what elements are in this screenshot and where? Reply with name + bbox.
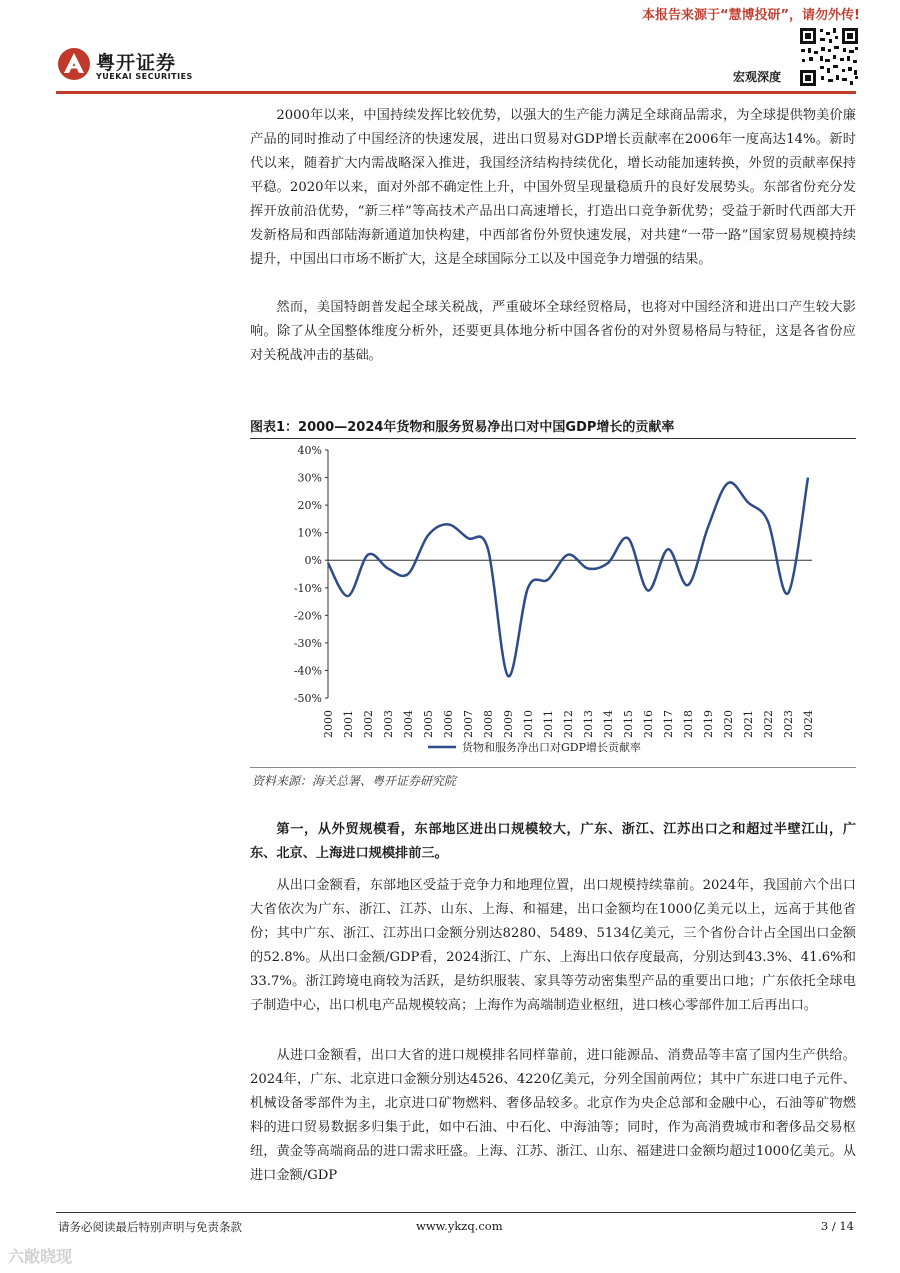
source-notice: 本报告来源于“慧博投研”，请勿外传!	[641, 8, 860, 23]
x-tick-label: 2006	[442, 710, 455, 738]
x-tick-label: 2014	[602, 710, 615, 738]
x-tick-label: 2010	[522, 710, 535, 738]
x-tick-label: 2020	[722, 710, 735, 738]
legend-label: 货物和服务净出口对GDP增长贡献率	[462, 741, 642, 754]
x-tick-label: 2005	[422, 710, 435, 738]
footer-rule	[56, 1212, 856, 1213]
y-tick-label: 10%	[297, 526, 322, 540]
series-line	[328, 478, 808, 677]
x-tick-label: 2002	[362, 710, 375, 738]
series-layer	[328, 478, 808, 677]
x-tick-label: 2015	[622, 710, 635, 738]
y-tick-label: -20%	[293, 609, 322, 623]
x-tick-label: 2009	[502, 710, 515, 738]
figure-top-rule	[250, 438, 856, 439]
yuekai-logo-icon	[56, 46, 92, 82]
x-tick-label: 2018	[682, 710, 695, 738]
y-tick-label: 40%	[297, 444, 322, 457]
logo-text-en: YUEKAI SECURITIES	[96, 72, 193, 81]
figure-title: 图表1：2000—2024年货物和服务贸易净出口对中国GDP增长的贡献率	[250, 420, 675, 435]
x-tick-label: 2001	[342, 710, 355, 738]
figure-source: 资料来源：海关总署、粤开证券研究院	[252, 774, 457, 788]
y-tick-label: -50%	[293, 692, 322, 705]
page-number: 3 / 14	[820, 1219, 854, 1233]
section-heading: 第一，从外贸规模看，东部地区进出口规模较大，广东、浙江、江苏出口之和超过半壁江山，广东、北京、上海进口规模排前三。	[250, 822, 856, 861]
header-rule	[56, 91, 856, 94]
x-tick-label: 2004	[402, 710, 415, 738]
x-axis	[322, 560, 815, 738]
import-paragraph: 从进口金额看，出口大省的进口规模排名同样靠前，进口能源品、消费品等丰富了国内生产供给。2024年，广东、北京进口金额分别达4526、4220亿美元，分列全国前两位；其中广东进口电子元件、机械设备零部件为主，北京进口矿物燃料、奢侈品较多。北京作为央企总部和金融中心，石油等矿物燃料的进口贸易数据多归集于此，如中石油、中石化、中海油等；同时，作为高消费城市和奢侈品交易枢纽，黄金等高端商品的进口需求旺盛。上海、江苏、浙江、山东、福建进口金额均超过1000亿美元。从进口金额/GDP	[250, 1048, 856, 1183]
x-tick-label: 2016	[642, 710, 655, 738]
y-tick-label: -10%	[293, 581, 322, 595]
x-tick-label: 2007	[462, 710, 475, 738]
y-tick-label: 20%	[297, 499, 322, 513]
section-tag: 宏观深度	[733, 70, 782, 84]
x-tick-label: 2024	[802, 710, 815, 738]
x-tick-label: 2000	[322, 710, 335, 738]
figure-bottom-rule	[250, 767, 856, 768]
x-tick-label: 2012	[562, 710, 575, 738]
intro-paragraph-1: 2000年以来，中国持续发挥比较优势，以强大的生产能力满足全球商品需求，为全球提供物美价廉产品的同时推动了中国经济的快速发展，进出口贸易对GDP增长贡献率在2006年一度高达14%。新时代以来，随着扩大内需战略深入推进，我国经济结构持续优化，增长动能加速转换，外贸的贡献率保持平稳。2020年以来，面对外部不确定性上升，中国外贸呈现量稳质升的良好发展势头。东部省份充分发挥开放前沿优势，“新三样”等高技术产品出口高速增长，打造出口竞争新优势；受益于新时代西部大开发新格局和西部陆海新通道加快构建，中西部省份外贸快速发展，对共建“一带一路”国家贸易规模持续提升，中国出口市场不断扩大，这是全球国际分工以及中国竞争力增强的结果。	[250, 108, 856, 267]
logo-text-cn: 粤开证券	[96, 52, 177, 74]
footer-disclaimer: 请务必阅读最后特别声明与免责条款	[58, 1220, 242, 1234]
footer-website: www.ykzq.com	[416, 1219, 503, 1233]
y-tick-label: 0%	[304, 554, 322, 568]
company-logo	[56, 46, 216, 86]
y-axis	[294, 444, 328, 705]
y-tick-label: -40%	[293, 664, 322, 678]
net-export-contribution-chart	[250, 440, 856, 766]
qr-code-icon	[798, 26, 860, 88]
x-tick-label: 2011	[542, 710, 555, 738]
x-tick-label: 2022	[762, 710, 775, 738]
x-tick-label: 2017	[662, 710, 675, 738]
x-tick-label: 2003	[382, 710, 395, 738]
x-tick-label: 2019	[702, 710, 715, 738]
intro-paragraph-2: 然而，美国特朗普发起全球关税战，严重破坏全球经贸格局，也将对中国经济和进出口产生较大影响。除了从全国整体维度分析外，还要更具体地分析中国各省份的对外贸易格局与特征，这是各省份应对关税战冲击的基础。	[250, 300, 856, 363]
x-tick-label: 2023	[782, 710, 795, 738]
x-tick-label: 2013	[582, 710, 595, 738]
x-tick-label: 2008	[482, 710, 495, 738]
x-tick-label: 2021	[742, 710, 755, 738]
watermark: 六敞晓现	[8, 1247, 73, 1266]
y-tick-label: -30%	[293, 636, 322, 650]
export-paragraph: 从出口金额看，东部地区受益于竞争力和地理位置，出口规模持续靠前。2024年，我国前六个出口大省依次为广东、浙江、江苏、山东、上海、和福建，出口金额均在1000亿美元以上，远高于其他省份；其中广东、浙江、江苏出口金额分别达8280、5489、5134亿美元，三个省份合计占全国出口金额的52.8%。从出口金额/GDP看，2024浙江、广东、上海出口依存度最高，分别达到43.3%、41.6%和33.7%。浙江跨境电商较为活跃，是纺织服装、家具等劳动密集型产品的重要出口地；广东依托全球电子制造中心，出口机电产品规模较高；上海作为高端制造业枢纽，进口核心零部件加工后再出口。	[250, 878, 856, 1013]
chart-legend	[428, 740, 641, 754]
y-tick-label: 30%	[297, 471, 322, 485]
